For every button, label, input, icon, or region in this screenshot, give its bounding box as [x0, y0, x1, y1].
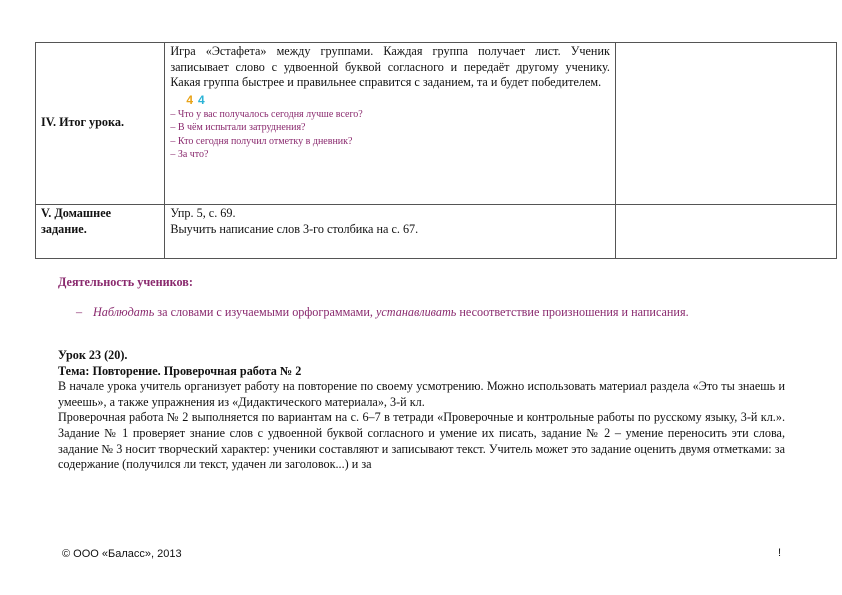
activities-title: Деятельность учеников:	[58, 275, 193, 289]
stage-cell	[36, 205, 165, 259]
lesson-paragraph: Проверочная работа № 2 выполняется по вариантам на с. 6–7 в тетради «Проверочные и контрольные работы по русскому языку, 3-й кл.». Задание № 1 проверяет знание слов с удвоенной буквой согласного и умение их писать, задание № 2 – умение переносить эти слова, задание № 3 носит творческий характер: ученики составляют и записывают текст. Учитель может это задание оценить двумя отметками: за содержание (получился ли текст, удачен ли заголовок...) и за	[58, 410, 785, 472]
list-item: – Кто сегодня получил отметку в дневник?	[170, 135, 353, 147]
activity-bullet: –	[76, 305, 83, 319]
list-item: – За что?	[170, 149, 209, 160]
notes-cell	[615, 43, 836, 205]
notes-cell	[615, 205, 836, 259]
lesson-plan-table	[35, 42, 837, 259]
number-cyan: 4	[198, 92, 205, 107]
table-row	[36, 43, 837, 205]
number-orange: 4	[186, 92, 194, 107]
game-description: Игра «Эстафета» между группами. Каждая группа получает лист. Ученик записывает слово с удвоенной буквой согласного и передаёт другому ученику. Какая группа быстрее и правильнее справится с заданием, та и будет победителем.	[170, 44, 610, 89]
activity-verb: устанавливать	[375, 305, 457, 319]
activity-item	[93, 305, 689, 320]
homework-line: Выучить написание слов 3-го столбика на с. 67.	[170, 221, 419, 236]
homework-line: Упр. 5, с. 69.	[170, 206, 236, 220]
lesson-theme: Тема: Повторение. Проверочная работа № 2	[58, 363, 302, 378]
activity-text: несоответствие произношения и написания.	[456, 305, 689, 319]
lesson-paragraph: В начале урока учитель организует работу на повторение по своему усмотрению. Можно использовать материал раздела «Это ты знаешь и умеешь», а также упражнения из «Дидактического материала», 3-й кл.	[58, 379, 785, 409]
content-cell	[165, 43, 616, 205]
list-item: – В чём испытали затруднения?	[170, 122, 306, 133]
stage-label: IV. Итог урока.	[41, 115, 124, 130]
activity-verb: Наблюдать	[93, 305, 155, 319]
reflection-questions	[170, 108, 610, 162]
stage-label: V. Домашнее задание.	[41, 206, 112, 236]
list-item: – Что у вас получалось сегодня лучше всего?	[170, 108, 363, 120]
footer-copyright: © ООО «Баласс», 2013	[62, 548, 182, 560]
activity-text: за словами с изучаемыми орфограммами,	[154, 305, 376, 319]
content-cell	[165, 205, 616, 259]
page-mark: !	[778, 547, 782, 559]
lesson-number: Урок 23 (20).	[58, 348, 128, 362]
rating-numbers	[170, 93, 610, 108]
table-row	[36, 205, 837, 259]
stage-cell	[36, 43, 165, 205]
lesson-section	[58, 348, 785, 473]
